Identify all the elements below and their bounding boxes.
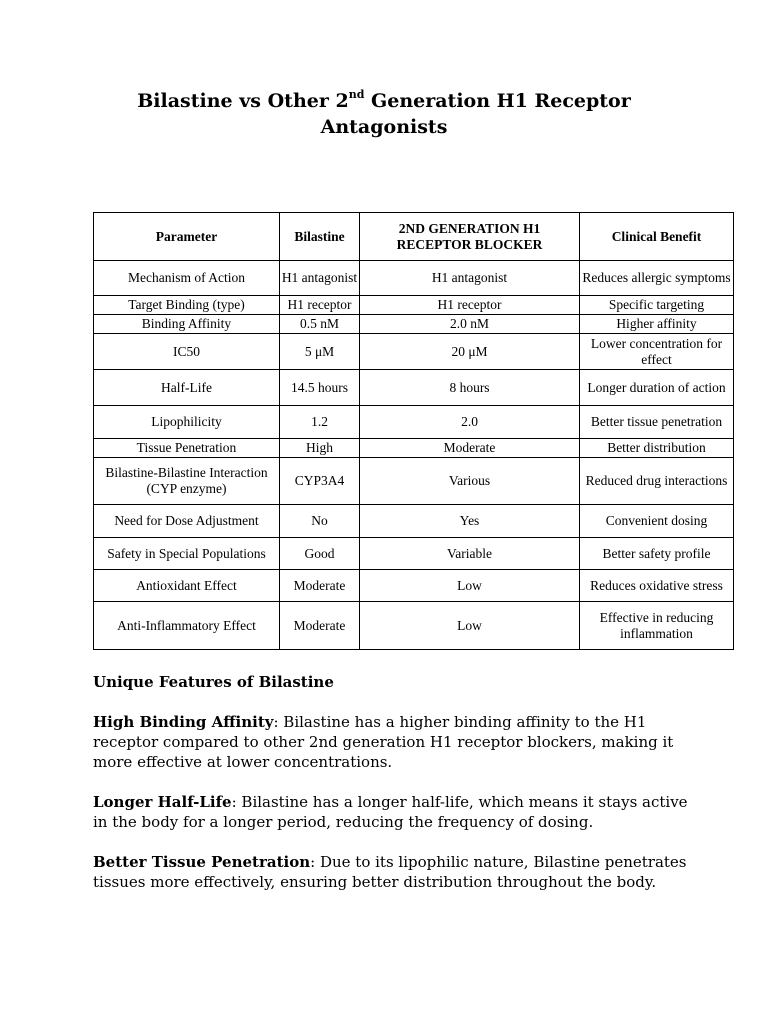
cell-bilastine: 1.2 bbox=[280, 406, 360, 439]
cell-bilastine: H1 receptor bbox=[280, 296, 360, 315]
cell-2nd-gen: Moderate bbox=[360, 439, 580, 458]
cell-benefit: Better distribution bbox=[580, 439, 734, 458]
table-row bbox=[94, 570, 734, 602]
cell-bilastine: No bbox=[280, 505, 360, 538]
cell-2nd-gen: H1 antagonist bbox=[360, 261, 580, 296]
cell-2nd-gen: Yes bbox=[360, 505, 580, 538]
cell-bilastine: CYP3A4 bbox=[280, 458, 360, 505]
cell-parameter: Anti-Inflammatory Effect bbox=[94, 602, 280, 650]
table-row bbox=[94, 602, 734, 650]
cell-2nd-gen: Low bbox=[360, 602, 580, 650]
header-clinical-benefit: Clinical Benefit bbox=[580, 213, 734, 261]
cell-parameter: Binding Affinity bbox=[94, 315, 280, 334]
cell-bilastine: 5 μM bbox=[280, 334, 360, 370]
cell-benefit: Lower concentration for effect bbox=[580, 334, 734, 370]
cell-2nd-gen: 2.0 nM bbox=[360, 315, 580, 334]
feature-term: High Binding Affinity bbox=[93, 713, 274, 731]
header-2nd-generation: 2ND GENERATION H1 RECEPTOR BLOCKER bbox=[360, 213, 580, 261]
feature-term: Longer Half-Life bbox=[93, 793, 232, 811]
table-row bbox=[94, 370, 734, 406]
cell-bilastine: Good bbox=[280, 538, 360, 570]
features-heading: Unique Features of Bilastine bbox=[93, 673, 334, 691]
cell-benefit: Reduces oxidative stress bbox=[580, 570, 734, 602]
cell-2nd-gen: 8 hours bbox=[360, 370, 580, 406]
cell-2nd-gen: Various bbox=[360, 458, 580, 505]
cell-parameter: Half-Life bbox=[94, 370, 280, 406]
cell-parameter: Bilastine-Bilastine Interaction (CYP enzyme) bbox=[94, 458, 280, 505]
cell-benefit: Effective in reducing inflammation bbox=[580, 602, 734, 650]
table-row bbox=[94, 296, 734, 315]
table-row bbox=[94, 261, 734, 296]
cell-bilastine: H1 antagonist bbox=[280, 261, 360, 296]
cell-bilastine: 0.5 nM bbox=[280, 315, 360, 334]
title-line2: Antagonists bbox=[320, 116, 448, 138]
cell-2nd-gen: Low bbox=[360, 570, 580, 602]
feature-paragraph bbox=[93, 792, 703, 832]
cell-2nd-gen: 2.0 bbox=[360, 406, 580, 439]
table-row bbox=[94, 406, 734, 439]
document-title bbox=[0, 88, 768, 140]
cell-bilastine: Moderate bbox=[280, 570, 360, 602]
table-row bbox=[94, 315, 734, 334]
cell-2nd-gen: H1 receptor bbox=[360, 296, 580, 315]
cell-parameter: Target Binding (type) bbox=[94, 296, 280, 315]
feature-term: Better Tissue Penetration bbox=[93, 853, 311, 871]
cell-bilastine: High bbox=[280, 439, 360, 458]
cell-parameter: Safety in Special Populations bbox=[94, 538, 280, 570]
table-row bbox=[94, 458, 734, 505]
table-row bbox=[94, 505, 734, 538]
cell-benefit: Better safety profile bbox=[580, 538, 734, 570]
cell-bilastine: Moderate bbox=[280, 602, 360, 650]
cell-benefit: Reduced drug interactions bbox=[580, 458, 734, 505]
header-bilastine: Bilastine bbox=[280, 213, 360, 261]
feature-text: : Bilastine has a longer half-life, which means it stays active in the body for a longer period, reducing the frequency of dosing. bbox=[93, 793, 688, 831]
table-row bbox=[94, 334, 734, 370]
table-row bbox=[94, 439, 734, 458]
feature-text: : Due to its lipophilic nature, Bilastine penetrates tissues more effectively, ensuring better distribution throughout the body. bbox=[93, 853, 687, 891]
cell-bilastine: 14.5 hours bbox=[280, 370, 360, 406]
cell-benefit: Better tissue penetration bbox=[580, 406, 734, 439]
header-parameter: Parameter bbox=[94, 213, 280, 261]
cell-parameter: Mechanism of Action bbox=[94, 261, 280, 296]
title-line1: Bilastine vs Other 2nd Generation H1 Receptor bbox=[137, 88, 631, 112]
cell-parameter: Lipophilicity bbox=[94, 406, 280, 439]
feature-text: : Bilastine has a higher binding affinity to the H1 receptor compared to other 2nd generation H1 receptor blockers, making it more effective at lower concentrations. bbox=[93, 713, 674, 771]
cell-parameter: IC50 bbox=[94, 334, 280, 370]
cell-parameter: Antioxidant Effect bbox=[94, 570, 280, 602]
cell-parameter: Tissue Penetration bbox=[94, 439, 280, 458]
table-header-row bbox=[94, 213, 734, 261]
features-section bbox=[93, 672, 703, 912]
cell-benefit: Longer duration of action bbox=[580, 370, 734, 406]
cell-2nd-gen: 20 μM bbox=[360, 334, 580, 370]
feature-paragraph bbox=[93, 852, 703, 892]
cell-benefit: Reduces allergic symptoms bbox=[580, 261, 734, 296]
cell-2nd-gen: Variable bbox=[360, 538, 580, 570]
cell-benefit: Convenient dosing bbox=[580, 505, 734, 538]
cell-benefit: Higher affinity bbox=[580, 315, 734, 334]
table-row bbox=[94, 538, 734, 570]
cell-benefit: Specific targeting bbox=[580, 296, 734, 315]
comparison-table bbox=[93, 212, 734, 650]
cell-parameter: Need for Dose Adjustment bbox=[94, 505, 280, 538]
feature-paragraph bbox=[93, 712, 703, 772]
